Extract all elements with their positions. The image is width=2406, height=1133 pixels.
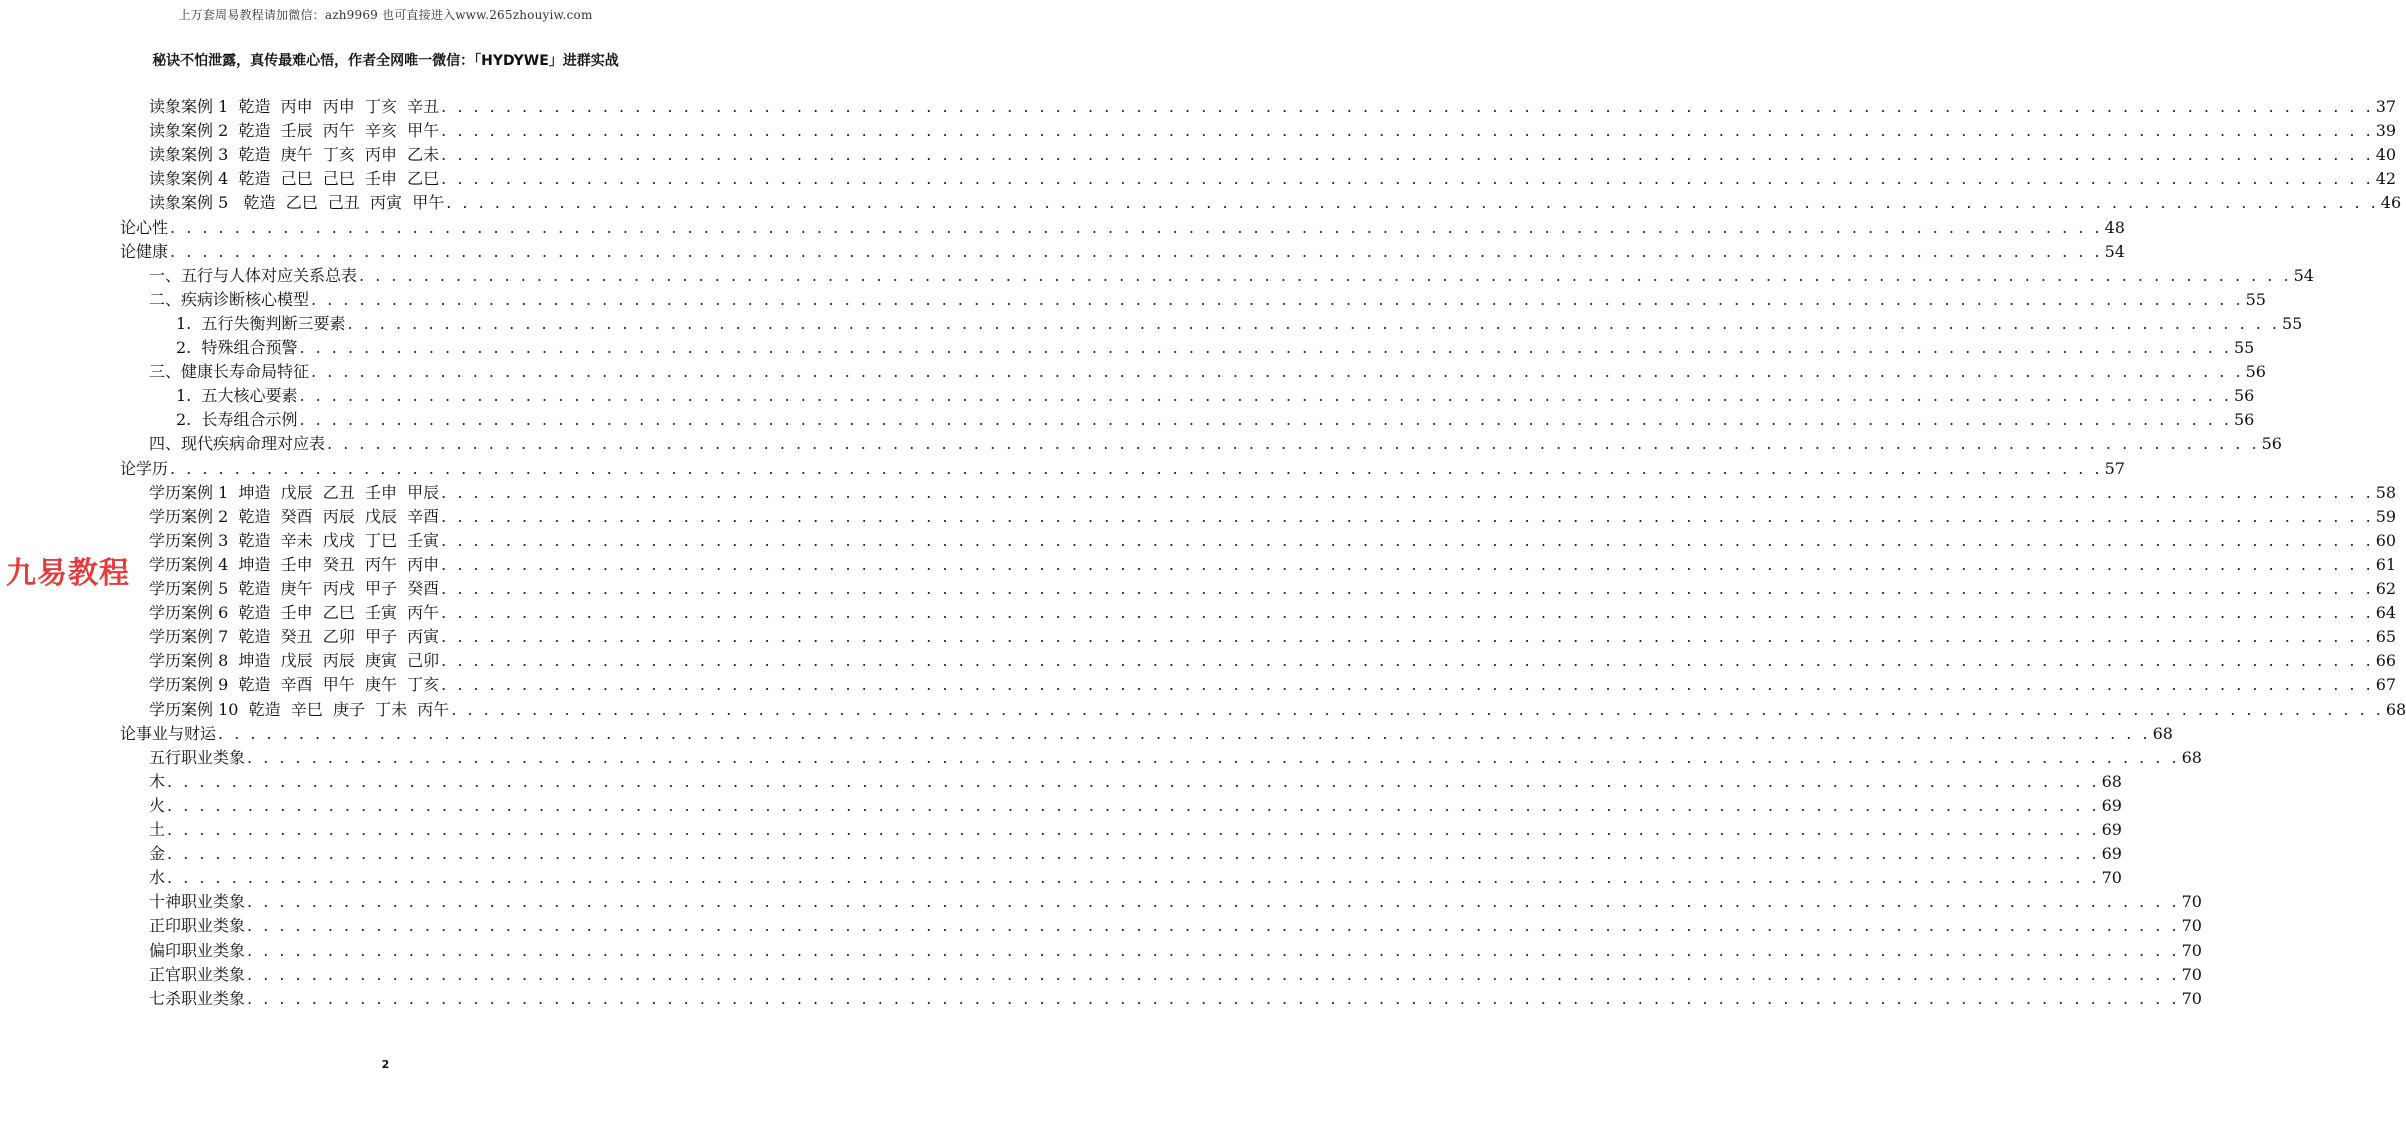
toc-entry[interactable] [149,939,2202,963]
toc-entry[interactable] [149,95,2397,119]
toc-leader-dots: . . . . . . . . . . . . . . . . . . . . . . . . . . . . . . . . . . . . . . . . . . . . . . . . . . . . . . . . . . . . . . . . . . . . . . . . . . . . . . . . . . . . . . . . . . . . . . . . . . . . . . . . . . . . . . . . . . . . . . . . [247,940,2180,960]
toc-entry-page: 66 [2375,651,2397,671]
toc-entry-page: 69 [2101,820,2122,839]
toc-entry[interactable] [149,577,2397,601]
toc-entry-label: 学历案例 3 乾造 辛未 戊戌 丁巳 壬寅 [149,530,440,550]
toc-entry-label: 土 [149,820,166,839]
toc-leader-dots: . . . . . . . . . . . . . . . . . . . . . . . . . . . . . . . . . . . . . . . . . . . . . . . . . . . . . . . . . . . . . . . . . . . . . . . . . . . . . . . . . . . . . . . . . . . . . . . . . . . . . . . . . . . . . . . . . . . . . . . . [247,988,2180,1008]
toc-entry-label: 十神职业类象 [149,892,246,912]
toc-entry[interactable] [149,481,2397,505]
toc-leader-dots: . . . . . . . . . . . . . . . . . . . . . . . . . . . . . . . . . . . . . . . . . . . . . . . . . . . . . . . . . . . . . . . . . . . . . . . . . . . . . . . . . . . . . . . . . . . . . . . . . . . . . . . . . . . . . . . . . . . . . . . . [441,145,2374,165]
toc-entry-page: 56 [2234,386,2255,406]
toc-entry-label: 读象案例 2 乾造 壬辰 丙午 辛亥 甲午 [149,121,440,141]
toc-entry[interactable] [149,143,2397,167]
toc-leader-dots: . . . . . . . . . . . . . . . . . . . . . . . . . . . . . . . . . . . . . . . . . . . . . . . . . . . . . . . . . . . . . . . . . . . . . . . . . . . . . . . . . . . . . . . . . . . . . . . . . . . . . . . . . . . . . . . . . . . . . . . . [441,121,2374,141]
toc-entry-page: 57 [2104,458,2125,478]
toc-leader-dots: . . . . . . . . . . . . . . . . . . . . . . . . . . . . . . . . . . . . . . . . . . . . . . . . . . . . . . . . . . . . . . . . . . . . . . . . . . . . . . . . . . . . . . . . . . . . . . . . . . . . . . . . . . . . . . . . . . . . . . . . [441,506,2374,526]
toc-entry-label: 三、健康长寿命局特征 [149,362,310,382]
toc-entry-label: 火 [149,795,166,815]
toc-entry[interactable] [149,288,2266,312]
toc-leader-dots: . . . . . . . . . . . . . . . . . . . . . . . . . . . . . . . . . . . . . . . . . . . . . . . . . . . . . . . . . . . . . . . . . . . . . . . . . . . . . . . . . . . . . . . . . . . . . . . . . . . . . . . . . . . . . . . . . . . . . . . . [441,675,2374,695]
toc-entry-label: 论心性 [120,217,169,237]
toc-entry[interactable] [149,914,2202,938]
toc-entry-page: 54 [2104,241,2125,261]
toc-entry-page: 68 [2385,699,2406,719]
toc-leader-dots: . . . . . . . . . . . . . . . . . . . . . . . . . . . . . . . . . . . . . . . . . . . . . . . . . . . . . . . . . . . . . . . . . . . . . . . . . . . . . . . . . . . . . . . . . . . . . . . . . . . . . . . . . . . . . . . . . . . . . . . . [311,362,2244,382]
toc-entry-label: 读象案例 3 乾造 庚午 丁亥 丙申 乙未 [149,145,440,165]
toc-entry-page: 56 [2261,434,2282,454]
toc-leader-dots: . . . . . . . . . . . . . . . . . . . . . . . . . . . . . . . . . . . . . . . . . . . . . . . . . . . . . . . . . . . . . . . . . . . . . . . . . . . . . . . . . . . . . . . . . . . . . . . . . . . . . . . . . . . . . . . . . . . . . . . . [218,723,2151,743]
toc-entry-label: 论事业与财运 [120,723,217,743]
toc-entry-label: 1. 五大核心要素 [176,386,298,406]
toc-leader-dots: . . . . . . . . . . . . . . . . . . . . . . . . . . . . . . . . . . . . . . . . . . . . . . . . . . . . . . . . . . . . . . . . . . . . . . . . . . . . . . . . . . . . . . . . . . . . . . . . . . . . . . . . . . . . . . . . . . . . . . . . [441,627,2374,647]
toc-entry[interactable] [149,794,2122,818]
toc-entry[interactable] [149,529,2397,553]
toc-entry-page: 48 [2104,217,2125,237]
toc-entry[interactable] [120,240,2125,264]
toc-entry-label: 论健康 [120,241,169,261]
toc-entry-label: 1. 五行失衡判断三要素 [176,313,346,333]
toc-leader-dots: . . . . . . . . . . . . . . . . . . . . . . . . . . . . . . . . . . . . . . . . . . . . . . . . . . . . . . . . . . . . . . . . . . . . . . . . . . . . . . . . . . . . . . . . . . . . . . . . . . . . . . . . . . . . . . . . . . . . . . . . [441,482,2374,502]
toc-entry-page: 70 [2181,964,2202,984]
toc-entry[interactable] [149,167,2397,191]
toc-entry-page: 70 [2181,916,2202,936]
toc-entry[interactable] [149,746,2202,770]
top-banner: 上万套周易教程请加微信：azh9969 也可直接进入www.265zhouyiw.com [178,8,593,22]
toc-entry[interactable] [120,457,2125,481]
toc-entry-page: 55 [2234,338,2255,357]
page-subtitle: 秘诀不怕泄露，真传最难心悟，作者全网唯一微信：「HYDYWE」进群实战 [152,53,619,69]
toc-leader-dots: . . . . . . . . . . . . . . . . . . . . . . . . . . . . . . . . . . . . . . . . . . . . . . . . . . . . . . . . . . . . . . . . . . . . . . . . . . . . . . . . . . . . . . . . . . . . . . . . . . . . . . . . . . . . . . . . . . . . . . . . [446,193,2379,213]
toc-entry-page: 67 [2375,675,2397,695]
toc-entry-page: 37 [2375,97,2397,116]
toc-leader-dots: . . . . . . . . . . . . . . . . . . . . . . . . . . . . . . . . . . . . . . . . . . . . . . . . . . . . . . . . . . . . . . . . . . . . . . . . . . . . . . . . . . . . . . . . . . . . . . . . . . . . . . . . . . . . . . . . . . . . . . . . [167,771,2100,791]
toc-entry[interactable] [149,842,2122,866]
toc-entry-page: 40 [2375,145,2397,165]
toc-entry-label: 读象案例 4 乾造 己巳 己巳 壬申 乙巳 [149,169,440,189]
watermark-logo: 九易教程 [6,556,130,591]
toc-entry-page: 54 [2293,265,2314,285]
toc-entry[interactable] [149,264,2314,288]
toc-entry-page: 56 [2245,362,2266,382]
toc-leader-dots: . . . . . . . . . . . . . . . . . . . . . . . . . . . . . . . . . . . . . . . . . . . . . . . . . . . . . . . . . . . . . . . . . . . . . . . . . . . . . . . . . . . . . . . . . . . . . . . . . . . . . . . . . . . . . . . . . . . . . . . . [451,699,2384,719]
toc-entry-label: 2. 长寿组合示例 [176,410,298,430]
toc-entry-page: 55 [2282,313,2303,333]
toc-entry[interactable] [176,408,2255,432]
toc-leader-dots: . . . . . . . . . . . . . . . . . . . . . . . . . . . . . . . . . . . . . . . . . . . . . . . . . . . . . . . . . . . . . . . . . . . . . . . . . . . . . . . . . . . . . . . . . . . . . . . . . . . . . . . . . . . . . . . . . . . . . . . . [441,651,2374,671]
toc-entry[interactable] [149,432,2282,456]
toc-leader-dots: . . . . . . . . . . . . . . . . . . . . . . . . . . . . . . . . . . . . . . . . . . . . . . . . . . . . . . . . . . . . . . . . . . . . . . . . . . . . . . . . . . . . . . . . . . . . . . . . . . . . . . . . . . . . . . . . . . . . . . . . [299,386,2232,406]
toc-entry-label: 木 [149,771,166,791]
toc-entry[interactable] [176,384,2255,408]
toc-entry-label: 一、五行与人体对应关系总表 [149,265,358,285]
toc-entry-label: 学历案例 1 坤造 戊辰 乙丑 壬申 甲辰 [149,482,440,502]
toc-entry-label: 论学历 [120,458,169,478]
toc-entry[interactable] [149,770,2122,794]
toc-entry-label: 五行职业类象 [149,747,246,767]
toc-entry-label: 正印职业类象 [149,916,246,936]
toc-entry[interactable] [149,698,2406,722]
toc-entry-page: 46 [2380,193,2402,213]
toc-entry-page: 69 [2101,795,2122,815]
toc-leader-dots: . . . . . . . . . . . . . . . . . . . . . . . . . . . . . . . . . . . . . . . . . . . . . . . . . . . . . . . . . . . . . . . . . . . . . . . . . . . . . . . . . . . . . . . . . . . . . . . . . . . . . . . . . . . . . . . . . . . . . . . . [441,169,2374,189]
toc-entry-page: 69 [2101,844,2122,864]
toc-entry[interactable] [176,336,2255,360]
toc-entry-page: 58 [2375,482,2397,502]
toc-entry[interactable] [149,818,2122,842]
toc-entry[interactable] [149,649,2397,673]
toc-entry-page: 60 [2375,530,2397,550]
toc-entry[interactable] [149,601,2397,625]
toc-leader-dots: . . . . . . . . . . . . . . . . . . . . . . . . . . . . . . . . . . . . . . . . . . . . . . . . . . . . . . . . . . . . . . . . . . . . . . . . . . . . . . . . . . . . . . . . . . . . . . . . . . . . . . . . . . . . . . . . . . . . . . . . [327,434,2260,454]
toc-entry-label: 正官职业类象 [149,964,246,984]
toc-entry-label: 二、疾病诊断核心模型 [149,289,310,309]
toc-entry[interactable] [149,505,2397,529]
toc-leader-dots: . . . . . . . . . . . . . . . . . . . . . . . . . . . . . . . . . . . . . . . . . . . . . . . . . . . . . . . . . . . . . . . . . . . . . . . . . . . . . . . . . . . . . . . . . . . . . . . . . . . . . . . . . . . . . . . . . . . . . . . . [299,338,2232,357]
toc-entry-page: 39 [2375,121,2397,141]
toc-leader-dots: . . . . . . . . . . . . . . . . . . . . . . . . . . . . . . . . . . . . . . . . . . . . . . . . . . . . . . . . . . . . . . . . . . . . . . . . . . . . . . . . . . . . . . . . . . . . . . . . . . . . . . . . . . . . . . . . . . . . . . . . [167,820,2100,839]
toc-entry-label: 学历案例 7 乾造 癸丑 乙卯 甲子 丙寅 [149,627,440,647]
toc-leader-dots: . . . . . . . . . . . . . . . . . . . . . . . . . . . . . . . . . . . . . . . . . . . . . . . . . . . . . . . . . . . . . . . . . . . . . . . . . . . . . . . . . . . . . . . . . . . . . . . . . . . . . . . . . . . . . . . . . . . . . . . . [247,892,2180,912]
toc-entry-page: 61 [2375,554,2397,574]
toc-leader-dots: . . . . . . . . . . . . . . . . . . . . . . . . . . . . . . . . . . . . . . . . . . . . . . . . . . . . . . . . . . . . . . . . . . . . . . . . . . . . . . . . . . . . . . . . . . . . . . . . . . . . . . . . . . . . . . . . . . . . . . . . [441,530,2374,550]
toc-entry[interactable] [149,866,2122,890]
toc-entry-page: 65 [2375,627,2397,647]
toc-entry[interactable] [149,191,2402,215]
toc-entry-label: 2. 特殊组合预警 [176,338,298,357]
toc-entry[interactable] [176,312,2303,336]
toc-entry-label: 学历案例 6 乾造 壬申 乙巳 壬寅 丙午 [149,603,440,623]
toc-entry[interactable] [120,722,2173,746]
toc-leader-dots: . . . . . . . . . . . . . . . . . . . . . . . . . . . . . . . . . . . . . . . . . . . . . . . . . . . . . . . . . . . . . . . . . . . . . . . . . . . . . . . . . . . . . . . . . . . . . . . . . . . . . . . . . . . . . . . . . . . . . . . . [170,241,2103,261]
toc-entry-page: 62 [2375,579,2397,598]
toc-entry[interactable] [149,625,2397,649]
toc-entry-page: 55 [2245,289,2266,309]
toc-entry-page: 56 [2234,410,2255,430]
toc-leader-dots: . . . . . . . . . . . . . . . . . . . . . . . . . . . . . . . . . . . . . . . . . . . . . . . . . . . . . . . . . . . . . . . . . . . . . . . . . . . . . . . . . . . . . . . . . . . . . . . . . . . . . . . . . . . . . . . . . . . . . . . . [359,265,2292,285]
toc-entry-page: 68 [2181,747,2202,767]
toc-leader-dots: . . . . . . . . . . . . . . . . . . . . . . . . . . . . . . . . . . . . . . . . . . . . . . . . . . . . . . . . . . . . . . . . . . . . . . . . . . . . . . . . . . . . . . . . . . . . . . . . . . . . . . . . . . . . . . . . . . . . . . . . [167,844,2100,864]
toc-entry-page: 70 [2181,892,2202,912]
toc-entry[interactable] [149,987,2202,1011]
toc-entry-label: 偏印职业类象 [149,940,246,960]
toc-entry-label: 学历案例 4 坤造 壬申 癸丑 丙午 丙申 [149,554,440,574]
toc-entry-page: 64 [2375,603,2397,623]
toc-entry-page: 42 [2375,169,2397,189]
toc-entry[interactable] [149,119,2397,143]
toc-entry-page: 68 [2101,771,2122,791]
toc-leader-dots: . . . . . . . . . . . . . . . . . . . . . . . . . . . . . . . . . . . . . . . . . . . . . . . . . . . . . . . . . . . . . . . . . . . . . . . . . . . . . . . . . . . . . . . . . . . . . . . . . . . . . . . . . . . . . . . . . . . . . . . . [247,964,2180,984]
toc-leader-dots: . . . . . . . . . . . . . . . . . . . . . . . . . . . . . . . . . . . . . . . . . . . . . . . . . . . . . . . . . . . . . . . . . . . . . . . . . . . . . . . . . . . . . . . . . . . . . . . . . . . . . . . . . . . . . . . . . . . . . . . . [247,747,2180,767]
toc-leader-dots: . . . . . . . . . . . . . . . . . . . . . . . . . . . . . . . . . . . . . . . . . . . . . . . . . . . . . . . . . . . . . . . . . . . . . . . . . . . . . . . . . . . . . . . . . . . . . . . . . . . . . . . . . . . . . . . . . . . . . . . . [441,97,2374,116]
page-number: 2 [381,1058,390,1071]
toc-entry-page: 70 [2181,940,2202,960]
toc-entry-page: 70 [2181,988,2202,1008]
toc-entry-page: 68 [2152,723,2173,743]
toc-entry[interactable] [149,890,2202,914]
toc-leader-dots: . . . . . . . . . . . . . . . . . . . . . . . . . . . . . . . . . . . . . . . . . . . . . . . . . . . . . . . . . . . . . . . . . . . . . . . . . . . . . . . . . . . . . . . . . . . . . . . . . . . . . . . . . . . . . . . . . . . . . . . . [441,603,2374,623]
toc-entry-label: 学历案例 9 乾造 辛酉 甲午 庚午 丁亥 [149,675,440,695]
toc-entry-label: 金 [149,844,166,864]
toc-entry-label: 四、现代疾病命理对应表 [149,434,326,454]
toc-entry[interactable] [149,673,2397,697]
toc-entry-label: 学历案例 5 乾造 庚午 丙戌 甲子 癸酉 [149,579,440,598]
toc-entry[interactable] [149,553,2397,577]
toc-leader-dots: . . . . . . . . . . . . . . . . . . . . . . . . . . . . . . . . . . . . . . . . . . . . . . . . . . . . . . . . . . . . . . . . . . . . . . . . . . . . . . . . . . . . . . . . . . . . . . . . . . . . . . . . . . . . . . . . . . . . . . . . [247,916,2180,936]
toc-leader-dots: . . . . . . . . . . . . . . . . . . . . . . . . . . . . . . . . . . . . . . . . . . . . . . . . . . . . . . . . . . . . . . . . . . . . . . . . . . . . . . . . . . . . . . . . . . . . . . . . . . . . . . . . . . . . . . . . . . . . . . . . [441,579,2374,598]
toc-entry-label: 学历案例 2 乾造 癸酉 丙辰 戊辰 辛酉 [149,506,440,526]
toc-leader-dots: . . . . . . . . . . . . . . . . . . . . . . . . . . . . . . . . . . . . . . . . . . . . . . . . . . . . . . . . . . . . . . . . . . . . . . . . . . . . . . . . . . . . . . . . . . . . . . . . . . . . . . . . . . . . . . . . . . . . . . . . [170,217,2103,237]
toc-entry[interactable] [149,360,2266,384]
toc-entry-label: 七杀职业类象 [149,988,246,1008]
toc-leader-dots: . . . . . . . . . . . . . . . . . . . . . . . . . . . . . . . . . . . . . . . . . . . . . . . . . . . . . . . . . . . . . . . . . . . . . . . . . . . . . . . . . . . . . . . . . . . . . . . . . . . . . . . . . . . . . . . . . . . . . . . . [311,289,2244,309]
toc-leader-dots: . . . . . . . . . . . . . . . . . . . . . . . . . . . . . . . . . . . . . . . . . . . . . . . . . . . . . . . . . . . . . . . . . . . . . . . . . . . . . . . . . . . . . . . . . . . . . . . . . . . . . . . . . . . . . . . . . . . . . . . . [347,313,2280,333]
toc-entry[interactable] [149,963,2202,987]
toc-entry[interactable] [120,216,2125,240]
toc-entry-page: 59 [2375,506,2397,526]
toc-leader-dots: . . . . . . . . . . . . . . . . . . . . . . . . . . . . . . . . . . . . . . . . . . . . . . . . . . . . . . . . . . . . . . . . . . . . . . . . . . . . . . . . . . . . . . . . . . . . . . . . . . . . . . . . . . . . . . . . . . . . . . . . [299,410,2232,430]
toc-entry-label: 读象案例 5 乾造 乙巳 己丑 丙寅 甲午 [149,193,445,213]
toc-leader-dots: . . . . . . . . . . . . . . . . . . . . . . . . . . . . . . . . . . . . . . . . . . . . . . . . . . . . . . . . . . . . . . . . . . . . . . . . . . . . . . . . . . . . . . . . . . . . . . . . . . . . . . . . . . . . . . . . . . . . . . . . [167,795,2100,815]
toc-entry-label: 读象案例 1 乾造 丙申 丙申 丁亥 辛丑 [149,97,440,116]
toc-leader-dots: . . . . . . . . . . . . . . . . . . . . . . . . . . . . . . . . . . . . . . . . . . . . . . . . . . . . . . . . . . . . . . . . . . . . . . . . . . . . . . . . . . . . . . . . . . . . . . . . . . . . . . . . . . . . . . . . . . . . . . . . [167,868,2100,888]
toc-leader-dots: . . . . . . . . . . . . . . . . . . . . . . . . . . . . . . . . . . . . . . . . . . . . . . . . . . . . . . . . . . . . . . . . . . . . . . . . . . . . . . . . . . . . . . . . . . . . . . . . . . . . . . . . . . . . . . . . . . . . . . . . [441,554,2374,574]
toc-entry-label: 水 [149,868,166,888]
toc-entry-label: 学历案例 10 乾造 辛巳 庚子 丁未 丙午 [149,699,450,719]
toc-entry-page: 70 [2101,868,2122,888]
toc-leader-dots: . . . . . . . . . . . . . . . . . . . . . . . . . . . . . . . . . . . . . . . . . . . . . . . . . . . . . . . . . . . . . . . . . . . . . . . . . . . . . . . . . . . . . . . . . . . . . . . . . . . . . . . . . . . . . . . . . . . . . . . . [170,458,2103,478]
toc-entry-label: 学历案例 8 坤造 戊辰 丙辰 庚寅 己卯 [149,651,440,671]
